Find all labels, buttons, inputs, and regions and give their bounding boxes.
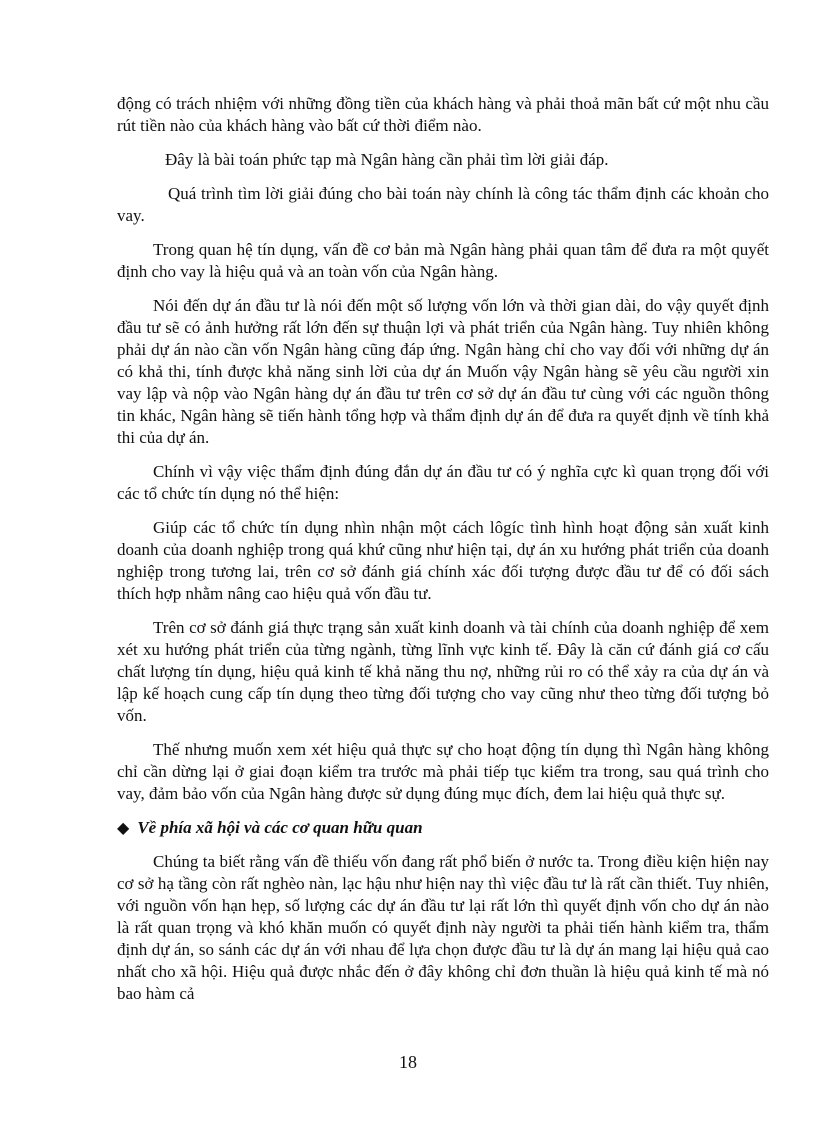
section-heading (117, 817, 769, 840)
paragraph: Trong quan hệ tín dụng, vấn đề cơ bản mà Ngân hàng phải quan tâm để đưa ra một quyết định cho vay là hiệu quả và an toàn vốn của Ngân hàng. (117, 240, 769, 281)
paragraph: Giúp các tổ chức tín dụng nhìn nhận một cách lôgíc tình hình hoạt động sản xuất kinh doanh của doanh nghiệp trong quá khứ cũng như hiện tại, dự án xu hướng phát triển của doanh nghiệp trong tương lai, trên cơ sở đánh giá chính xác đối tượng được đầu tư để có đối sách thích hợp nhằm nâng cao hiệu quả vốn đầu tư. (117, 518, 769, 603)
paragraph: Chính vì vậy việc thẩm định đúng đắn dự án đầu tư có ý nghĩa cực kì quan trọng đối với các tổ chức tín dụng nó thể hiện: (117, 462, 769, 503)
paragraph: Thế nhưng muốn xem xét hiệu quả thực sự cho hoạt động tín dụng thì Ngân hàng không chỉ cần dừng lại ở giai đoạn kiểm tra trước mà phải tiếp tục kiểm tra trong, sau quá trình cho vay, đảm bảo vốn của Ngân hàng được sử dụng đúng mục đích, đem lai hiệu quả thực sự. (117, 740, 769, 803)
paragraph: Chúng ta biết rằng vấn đề thiếu vốn đang rất phổ biến ở nước ta. Trong điều kiện hiện nay cơ sở hạ tầng còn rất nghèo nàn, lạc hậu như hiện nay thì việc đầu tư là rất cần thiết. Tuy nhiên, với nguồn vốn hạn hẹp, số lượng các dự án đầu tư lại rất lớn thì quyết định vốn cho dự án nào là rất quan trọng và khó khăn muốn có quyết định này người ta phải tiến hành kiểm tra, thẩm định dự án, so sánh các dự án với nhau để lựa chọn được đầu tư là dự án mang lại hiệu quả cao nhất cho xã hội. Hiệu quả được nhắc đến ở đây không chỉ đơn thuần là hiệu quả kinh tế mà nó bao hàm cả (117, 852, 769, 1003)
paragraph: động có trách nhiệm với những đồng tiền của khách hàng và phải thoả mãn bất cứ một nhu cầu rút tiền nào của khách hàng vào bất cứ thời điểm nào. (117, 94, 769, 135)
section-heading-text: Về phía xã hội và các cơ quan hữu quan (137, 818, 423, 837)
paragraph: Đây là bài toán phức tạp mà Ngân hàng cần phải tìm lời giải đáp. (165, 150, 609, 169)
paragraph: Trên cơ sở đánh giá thực trạng sản xuất kinh doanh và tài chính của doanh nghiệp để xem xét xu hướng phát triển của từng ngành, từng lĩnh vực kinh tế. Đây là căn cứ đánh giá cơ cấu chất lượng tín dụng, hiệu quả kinh tế khả năng thu nợ, những rủi ro có thể xảy ra của dự án và lập kế hoạch cung cấp tín dụng theo từng đối tượng cho vay cũng như theo từng đối tượng bỏ vốn. (117, 618, 769, 725)
diamond-bullet-icon: ◆ (117, 820, 130, 837)
paragraph: Quá trình tìm lời giải đúng cho bài toán này chính là công tác thẩm định các khoản cho vay. (117, 184, 769, 225)
document-body (117, 93, 769, 1017)
paragraph: Nói đến dự án đầu tư là nói đến một số lượng vốn lớn và thời gian dài, do vậy quyết định đầu tư sẽ có ảnh hưởng rất lớn đến sự thuận lợi và phát triển của Ngân hàng. Tuy nhiên không phải dự án nào cần vốn Ngân hàng cũng đáp ứng. Ngân hàng chỉ cho vay đối với những dự án có khả thi, tính được khả năng sinh lời của dự án Muốn vậy Ngân hàng sẽ yêu cầu người xin vay lập và nộp vào Ngân hàng dự án đầu tư trên cơ sở dự án đầu tư cùng với các nguồn thông tin khác, Ngân hàng sẽ tiến hành tổng hợp và thẩm định dự án để đưa ra quyết định về tính khả thi của dự án. (117, 296, 769, 447)
page-number: 18 (399, 1052, 417, 1072)
